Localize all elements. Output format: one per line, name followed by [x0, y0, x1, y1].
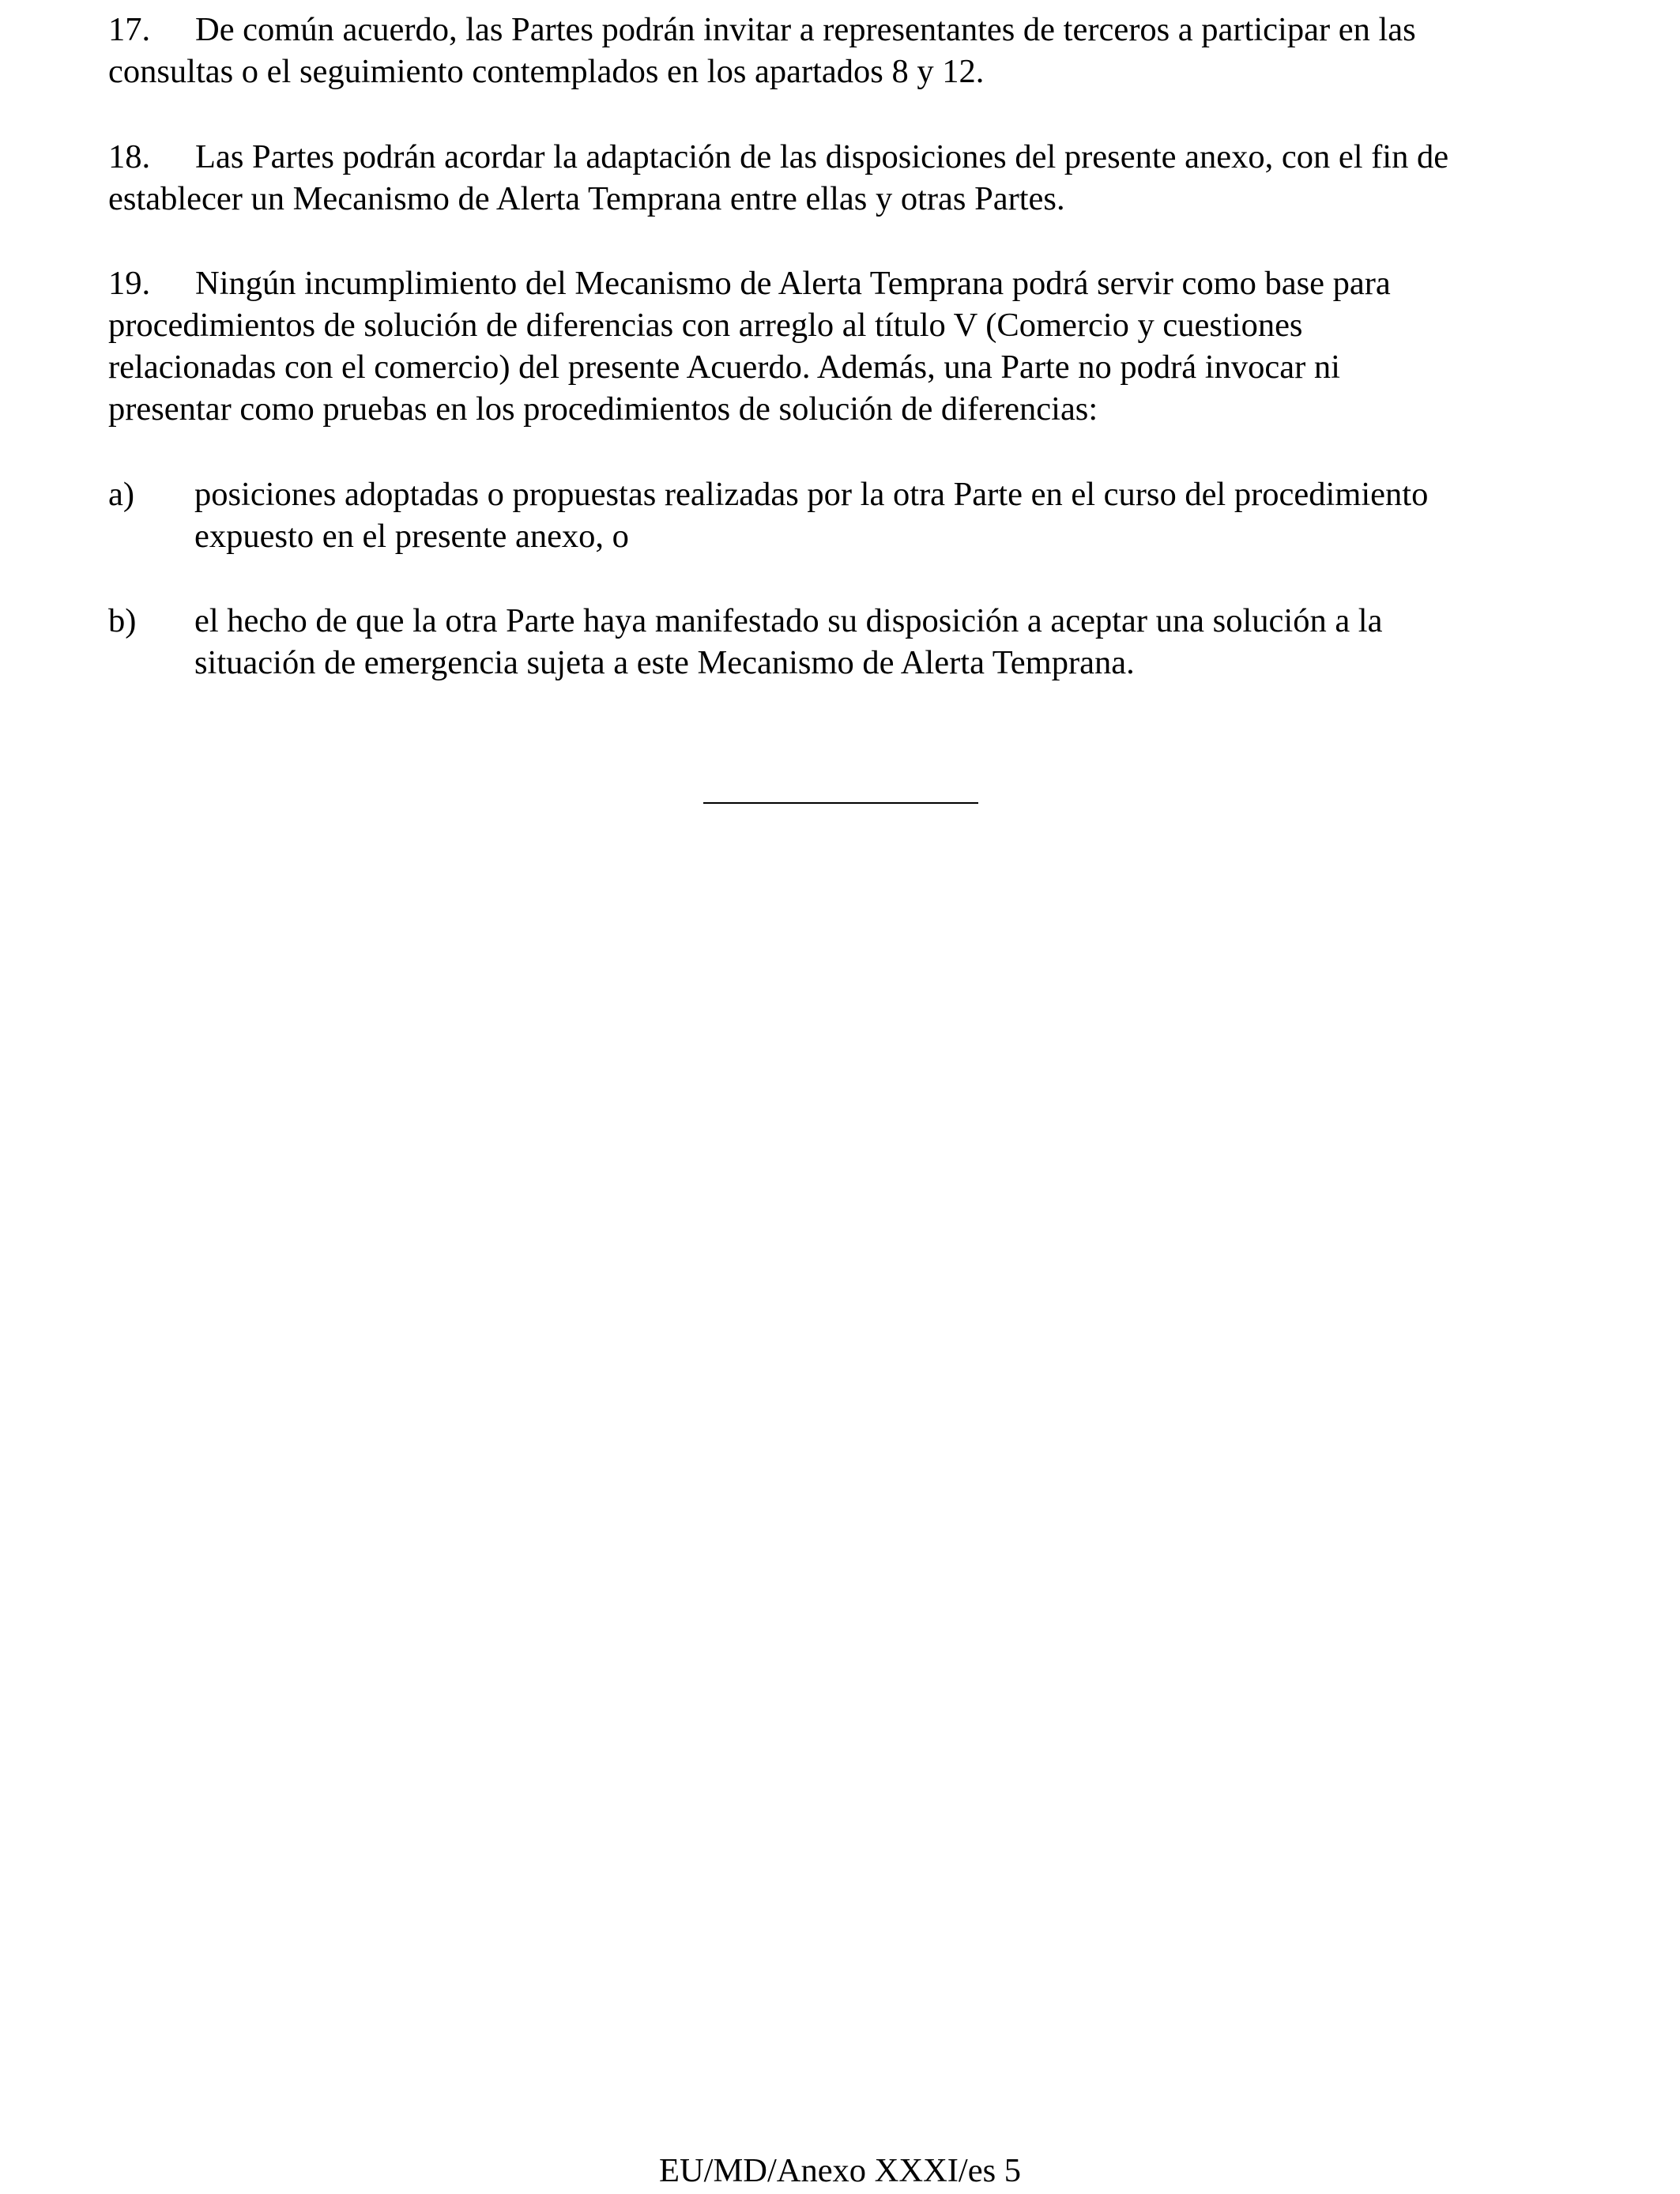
paragraph-line: consultas o el seguimiento contemplados en los apartados 8 y 12.	[108, 53, 985, 90]
list-item-label: a)	[108, 476, 135, 513]
list-item-line: posiciones adoptadas o propuestas realizadas por la otra Parte en el curso del procedimiento	[194, 476, 1429, 513]
paragraph-line: relacionadas con el comercio) del presente Acuerdo. Además, una Parte no podrá invocar ni	[108, 349, 1340, 386]
list-item-label: b)	[108, 602, 137, 639]
paragraph-text: Las Partes podrán acordar la adaptación de las disposiciones del presente anexo, con el fin de	[195, 138, 1449, 175]
paragraph-text: De común acuerdo, las Partes podrán invitar a representantes de terceros a participar en las	[195, 11, 1416, 48]
section-separator	[703, 802, 978, 804]
paragraph-number: 19.	[108, 265, 151, 302]
paragraph-line	[108, 262, 1570, 304]
list-item-body	[194, 473, 1428, 557]
paragraph-line: procedimientos de solución de diferencias con arreglo al título V (Comercio y cuestiones	[108, 307, 1303, 344]
paragraph-18	[108, 136, 1570, 220]
list-item-line: situación de emergencia sujeta a este Mecanismo de Alerta Temprana.	[194, 644, 1135, 681]
paragraph-line	[108, 136, 1570, 178]
paragraph-line: establecer un Mecanismo de Alerta Temprana entre ellas y otras Partes.	[108, 180, 1065, 217]
list-item-line: el hecho de que la otra Parte haya manifestado su disposición a aceptar una solución a la	[194, 602, 1383, 639]
paragraph-text: Ningún incumplimiento del Mecanismo de Alerta Temprana podrá servir como base para	[195, 265, 1391, 302]
paragraph-19	[108, 262, 1570, 430]
list-item-body	[194, 600, 1382, 684]
paragraph-line	[108, 9, 1570, 51]
paragraph-17	[108, 9, 1570, 92]
paragraph-number: 18.	[108, 138, 151, 175]
paragraph-line: presentar como pruebas en los procedimientos de solución de diferencias:	[108, 390, 1098, 428]
page-footer: EU/MD/Anexo XXXI/es 5	[659, 2152, 1021, 2189]
paragraph-number: 17.	[108, 11, 151, 48]
list-item-line: expuesto en el presente anexo, o	[194, 518, 629, 555]
